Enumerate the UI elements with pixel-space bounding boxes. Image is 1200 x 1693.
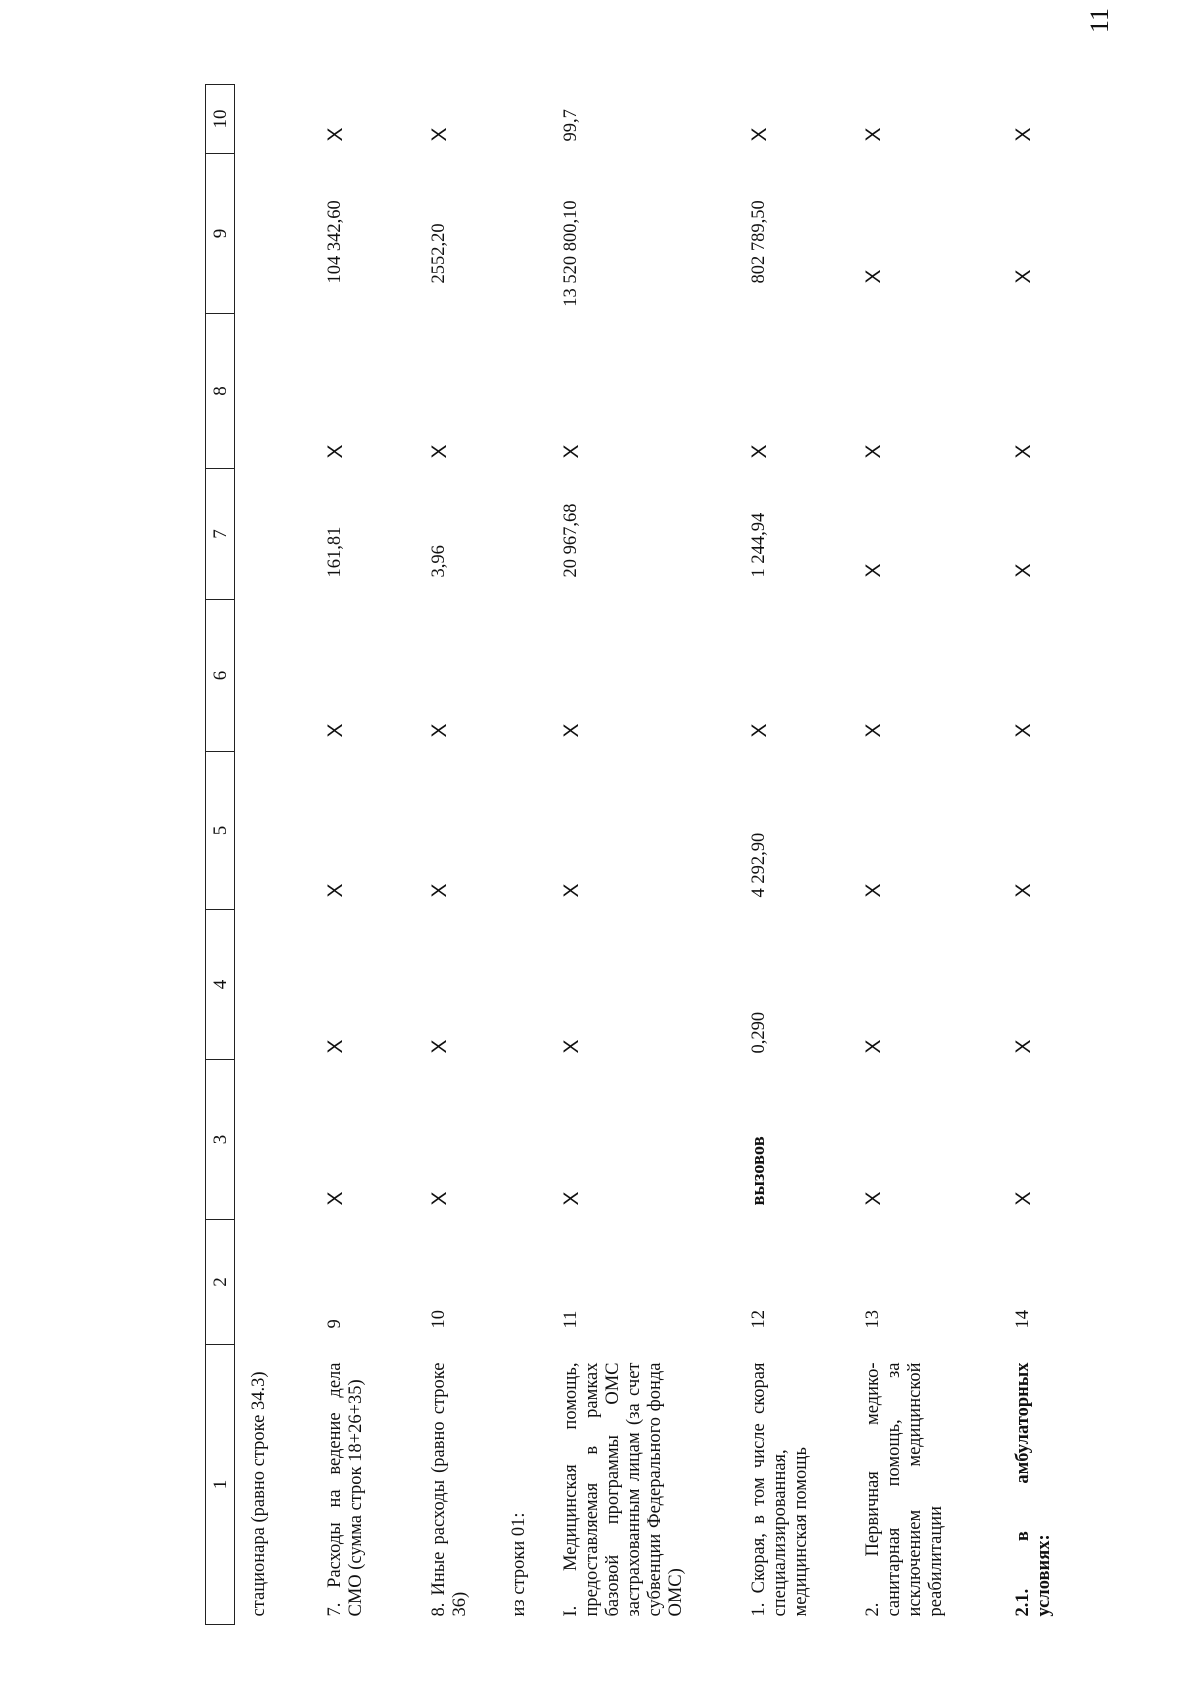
table-cell <box>483 752 535 910</box>
table-cell <box>235 752 299 910</box>
table-cell: X <box>1011 269 1035 284</box>
table-cell <box>235 314 299 469</box>
table-cell <box>235 154 299 314</box>
table-cell: X <box>1011 723 1035 738</box>
table-cell: X <box>861 563 885 578</box>
table-cell: X <box>427 127 451 142</box>
table-cell: X <box>747 127 771 142</box>
table-cell: 0,290 <box>748 1011 769 1054</box>
table-cell <box>483 154 535 314</box>
table-row <box>299 85 403 1625</box>
row-code: 10 <box>428 1310 449 1329</box>
table-cell: X <box>1011 444 1035 459</box>
table-cell: 13 520 800,10 <box>560 200 581 307</box>
table-cell: X <box>861 127 885 142</box>
row-label: I. Медицинская помощь, предоставляемая в рамках базовой программы ОМС застрахованным лицам (за счет субвенции Федерального фонда ОМС) <box>560 1362 686 1617</box>
column-header: 4 <box>206 910 235 1060</box>
table-cell: X <box>1011 1039 1035 1054</box>
table-row <box>235 85 299 1625</box>
table-cell: X <box>323 723 347 738</box>
table-cell: 802 789,50 <box>748 200 769 284</box>
row-code: 9 <box>324 1319 345 1329</box>
row-code: 14 <box>1012 1310 1033 1329</box>
table-cell <box>235 1060 299 1220</box>
table-cell: X <box>861 269 885 284</box>
table-cell: 3,96 <box>428 545 449 578</box>
column-header: 1 <box>206 1345 235 1625</box>
row-label: 1. Скорая, в том числе скорая специализированная, медицинская помощь <box>748 1362 811 1617</box>
table-cell: 161,81 <box>324 526 345 578</box>
table-cell: 20 967,68 <box>560 503 581 578</box>
table-cell: X <box>1011 1191 1035 1206</box>
table-cell: 99,7 <box>560 109 581 142</box>
table-cell: X <box>323 127 347 142</box>
column-header: 5 <box>206 752 235 910</box>
table-cell: X <box>323 883 347 898</box>
table-cell <box>235 85 299 154</box>
column-header: 6 <box>206 600 235 752</box>
table-cell: X <box>747 444 771 459</box>
table-row <box>837 85 987 1625</box>
column-header: 9 <box>206 154 235 314</box>
table-row <box>719 85 837 1625</box>
table-cell: X <box>861 883 885 898</box>
row-label: стационара (равно строке 34.3) <box>249 1371 269 1617</box>
table-cell <box>483 1060 535 1220</box>
row-code: 11 <box>560 1310 581 1329</box>
table-cell: X <box>323 1191 347 1206</box>
row-label: из строки 01: <box>508 1512 529 1617</box>
column-header: 10 <box>206 85 235 154</box>
table-cell: X <box>559 1039 583 1054</box>
rotated-table-container <box>205 85 1185 1625</box>
row-label: 7. Расходы на ведение дела СМО (сумма строк 18+26+35) <box>324 1362 366 1617</box>
table-cell <box>235 469 299 600</box>
table-row <box>483 85 535 1625</box>
table-cell: X <box>427 723 451 738</box>
table-cell <box>483 314 535 469</box>
table-cell <box>483 1220 535 1345</box>
table-row <box>535 85 719 1625</box>
table-cell: X <box>861 1191 885 1206</box>
table-cell: 1 244,94 <box>748 512 769 578</box>
table-cell: X <box>861 723 885 738</box>
table-cell: X <box>427 1191 451 1206</box>
table-cell: X <box>861 1039 885 1054</box>
table-cell: 2552,20 <box>428 223 449 284</box>
table-cell: X <box>559 1191 583 1206</box>
table-cell: X <box>559 883 583 898</box>
table-cell: X <box>559 444 583 459</box>
unit-cell: вызовов <box>748 1136 769 1206</box>
table-cell <box>483 910 535 1060</box>
row-label: 8. Иные расходы (равно строке 36) <box>428 1362 470 1617</box>
table-cell: X <box>323 444 347 459</box>
table-cell: X <box>559 723 583 738</box>
table-cell: 4 292,90 <box>748 832 769 898</box>
column-header: 7 <box>206 469 235 600</box>
page-number: 11 <box>1085 7 1114 33</box>
cost-table <box>205 84 1067 1625</box>
table-cell <box>483 469 535 600</box>
table-cell: X <box>1011 563 1035 578</box>
table-header-row <box>206 85 235 1625</box>
table-cell: X <box>1011 127 1035 142</box>
table-cell: 104 342,60 <box>324 200 345 284</box>
table-cell: X <box>323 1039 347 1054</box>
table-cell <box>235 600 299 752</box>
table-cell: X <box>427 1039 451 1054</box>
table-cell <box>483 85 535 154</box>
table-cell: X <box>427 444 451 459</box>
row-code: 13 <box>862 1310 883 1329</box>
row-label: 2.1. в амбулаторных условиях: <box>1012 1362 1054 1617</box>
table-cell: X <box>427 883 451 898</box>
table-cell <box>483 600 535 752</box>
column-header: 2 <box>206 1220 235 1345</box>
table-cell: X <box>1011 883 1035 898</box>
table-row <box>987 85 1067 1625</box>
table-cell: X <box>747 723 771 738</box>
table-cell <box>235 1220 299 1345</box>
row-code: 12 <box>748 1310 769 1329</box>
row-label: 2. Первичная медико-санитарная помощь, за исключением медицинской реабилитации <box>862 1362 946 1617</box>
column-header: 8 <box>206 314 235 469</box>
table-row <box>403 85 483 1625</box>
column-header: 3 <box>206 1060 235 1220</box>
table-cell: X <box>861 444 885 459</box>
table-cell <box>235 910 299 1060</box>
